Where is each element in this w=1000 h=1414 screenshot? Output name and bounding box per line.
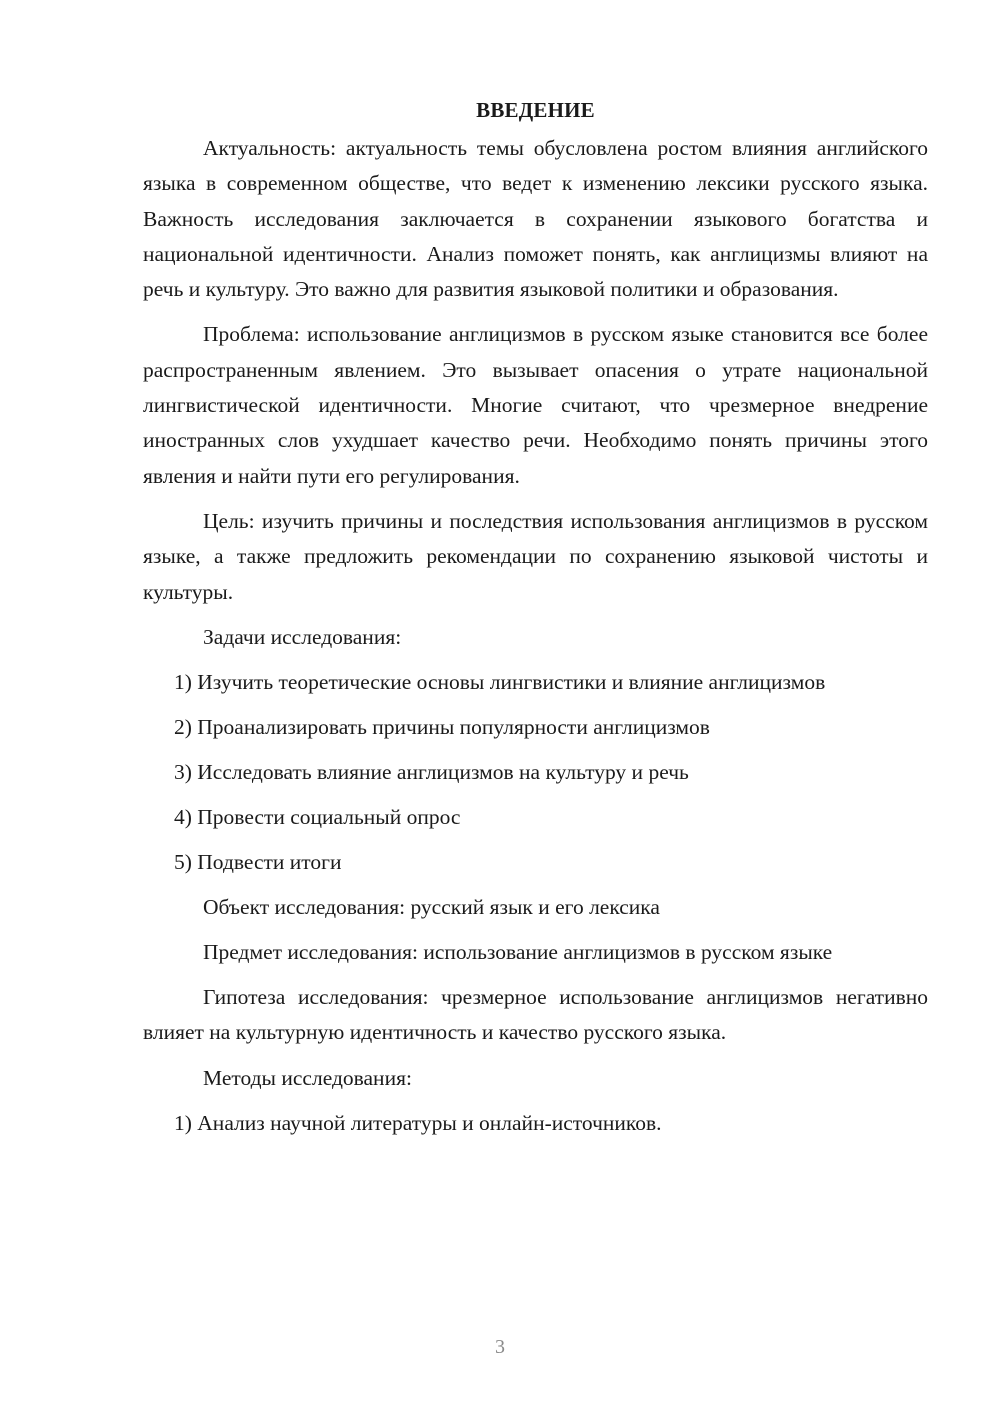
document-page: [143, 95, 928, 1151]
page-title: ВВЕДЕНИЕ: [476, 98, 595, 122]
list-item: 3) Исследовать влияние англицизмов на культуру и речь: [174, 759, 689, 784]
list-item: 5) Подвести итоги: [174, 849, 342, 874]
paragraph-relevance: Актуальность: актуальность темы обусловлена ростом влияния английского языка в современном обществе, что ведет к изменению лексики русского языка. Важность исследования заключается в сохранении языкового богатства и национальной идентичности. Анализ поможет понять, как англицизмы влияют на речь и культуру. Это важно для развития языковой политики и образования.: [143, 136, 928, 302]
page-number: 3: [495, 1336, 505, 1358]
list-item: 2) Проанализировать причины популярности англицизмов: [174, 714, 710, 739]
tasks-heading: Задачи исследования:: [203, 624, 402, 649]
methods-heading: Методы исследования:: [203, 1065, 412, 1090]
list-item: 1) Анализ научной литературы и онлайн-источников.: [174, 1110, 662, 1135]
paragraph-object: Объект исследования: русский язык и его лексика: [203, 894, 660, 919]
list-item: 1) Изучить теоретические основы лингвистики и влияние англицизмов: [174, 669, 826, 694]
list-item: 4) Провести социальный опрос: [174, 804, 461, 829]
paragraph-goal: Цель: изучить причины и последствия использования англицизмов в русском языке, а также предложить рекомендации по сохранению языковой чистоты и культуры.: [143, 508, 928, 604]
tasks-list: [143, 665, 928, 880]
paragraph-subject: Предмет исследования: использование англицизмов в русском языке: [203, 939, 833, 964]
paragraph-hypothesis: Гипотеза исследования: чрезмерное использование англицизмов негативно влияет на культурную идентичность и качество русского языка.: [143, 985, 928, 1045]
paragraph-problem: Проблема: использование англицизмов в русском языке становится все более распространенным явлением. Это вызывает опасения о утрате национальной лингвистической идентичности. Многие считают, что чрезмерное внедрение иностранных слов ухудшает качество речи. Необходимо понять причины этого явления и найти пути его регулирования.: [143, 322, 928, 488]
methods-list: [143, 1106, 928, 1141]
